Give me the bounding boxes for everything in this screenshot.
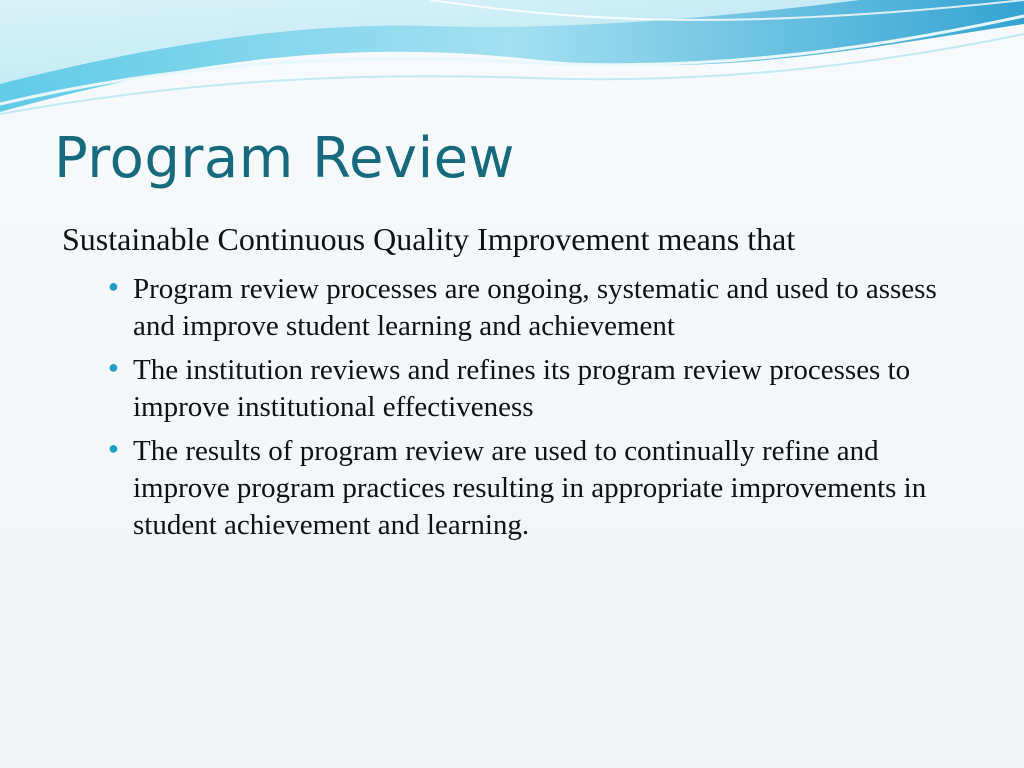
bullet-text-2: The institution reviews and refines its program review processes to improve institutional effectiveness [133, 354, 911, 423]
bullet-dot-icon: ● [108, 357, 119, 377]
bullet-dot-icon: ● [108, 438, 119, 458]
bullet-item-1 [62, 271, 962, 345]
bullet-item-2 [62, 352, 962, 426]
intro-text: Sustainable Continuous Quality Improvement means that [62, 221, 796, 257]
bullet-item-3 [62, 433, 962, 544]
slide-title: Program Review [54, 126, 515, 191]
slide-body [62, 220, 962, 551]
bullet-text-1: Program review processes are ongoing, systematic and used to assess and improve student learning and achievement [133, 273, 937, 342]
bullet-dot-icon: ● [108, 276, 119, 296]
decorative-wave-header [0, 0, 1024, 130]
bullet-list [62, 271, 962, 544]
bullet-text-3: The results of program review are used to continually refine and improve program practices resulting in appropriate improvements in student achievement and learning. [133, 435, 927, 541]
